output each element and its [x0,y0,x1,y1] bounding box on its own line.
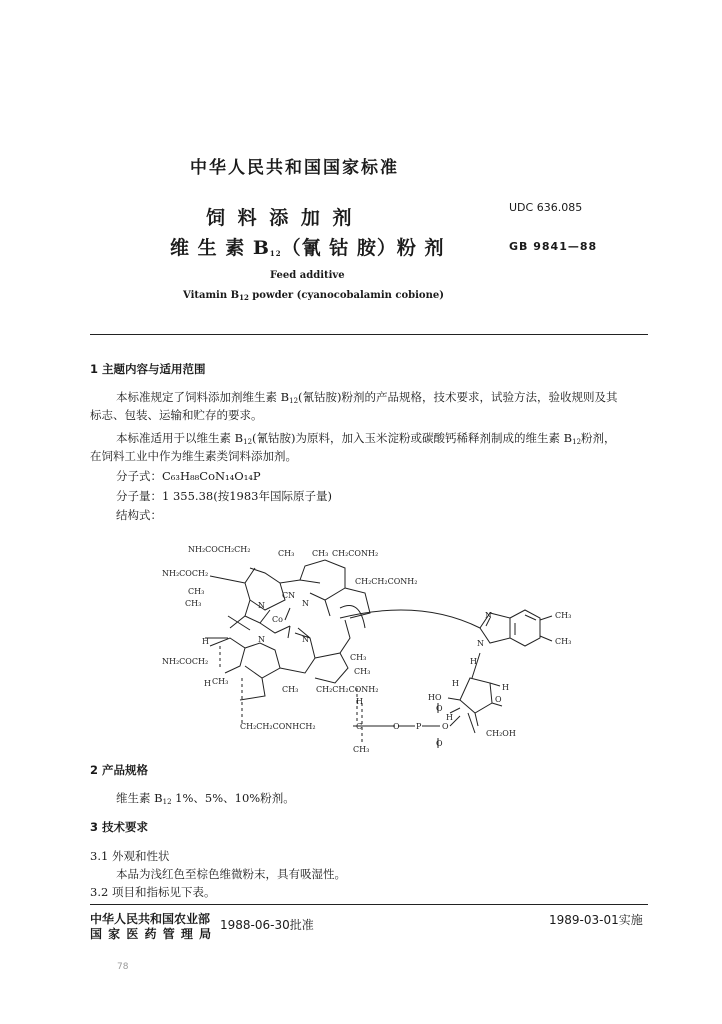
national-standard-label: 中华人民共和国国家标准 [190,158,399,178]
title-line-1: 饲 料 添 加 剂 [206,207,355,229]
label-ch3-a: CH₃ [278,549,295,558]
spec-text-a: 维生素 B [116,791,163,805]
label-nh2coch2-b: NH₂COCH₂ [162,657,209,666]
label-ch2ch2conh2-a: CH₂CH₂CONH₂ [355,577,418,586]
label-ch3-c: CH₃ [188,587,205,596]
label-o-4: O [442,722,449,731]
title-vitamin: 维 生 素 B [170,237,270,259]
spec-text-b: 1%、5%、10%粉剂。 [171,791,295,805]
p2-subscript: 12 [243,438,253,446]
label-n-2: N [302,599,309,608]
label-ch3-k: CH₃ [555,637,572,646]
p2-text-a: 本标准适用于以维生素 B [116,431,244,445]
label-h-7: H [470,657,477,666]
footer-divider [90,904,648,905]
section3-heading: 3 技术要求 [90,820,149,834]
section1-paragraph-1-cont: 标志、包装、运输和贮存的要求。 [90,408,263,422]
english-title-1: Feed additive [270,270,345,281]
p2-subscript-2: 12 [572,438,582,446]
header-divider [90,334,648,335]
p1-text-a: 本标准规定了饲料添加剂维生素 B [116,390,290,404]
label-h-2: H [204,679,211,688]
formula-label: 分子式： [116,469,162,483]
label-co: Co [272,615,283,624]
p1-subscript: 12 [289,397,299,405]
title-subscript: 12 [269,249,282,258]
title-line-2 [170,233,445,260]
ministry-agriculture: 中华人民共和国农业部 [90,912,211,926]
label-ch3-g: CH₃ [212,677,229,686]
page-number: 78 [117,962,129,972]
section1-paragraph-1 [116,388,618,406]
section3-2-heading: 3.2 项目和指标见下表。 [90,885,216,899]
label-o-3: O [436,739,443,748]
section1-paragraph-2 [116,429,616,447]
label-n-4: N [302,635,309,644]
benzimidazole-ring [340,610,552,646]
corrin-ring-bonds [205,560,370,700]
label-n-1: N [258,601,265,610]
label-o-ring: O [495,695,502,704]
label-nh2coch2-a: NH₂COCH₂ [162,569,209,578]
label-h-1: H [202,637,209,646]
p2-text-c: 粉剂， [581,431,616,445]
label-cn: CN [282,591,296,600]
label-ch3-b: CH₃ [312,549,329,558]
label-ch3-d: CH₃ [185,599,202,608]
label-ch3-e: CH₃ [350,653,367,662]
molecular-formula [116,467,261,485]
english-subscript: 12 [239,293,249,302]
spec-subscript: 12 [162,798,172,806]
label-h-5: H [452,679,459,688]
label-o-2: O [436,704,443,713]
label-o-1: O [393,722,400,731]
udc-code: UDC 636.085 [509,201,583,214]
gb-code: GB 9841—88 [509,240,598,253]
section3-1-heading: 3.1 外观和性状 [90,849,170,863]
p2-text-b: (氰钴胺)为原料，加入玉米淀粉或碳酸钙稀释剂制成的维生素 B [252,431,573,445]
label-ch3-i: CH₃ [353,745,370,754]
title-cyanocobalamin: （氰 钴 胺）粉 剂 [281,237,445,259]
section3-1-text: 本品为浅红色至棕色维微粉末，具有吸湿性。 [116,867,346,881]
label-h-3: H [356,697,363,706]
label-ch3-j: CH₃ [555,611,572,620]
product-spec [116,789,295,807]
structural-formula-diagram [150,538,590,768]
label-n-6: N [477,639,484,648]
section1-paragraph-2-cont: 在饲料工业中作为维生素类饲料添加剂。 [90,449,297,463]
label-ch2ch2conhch2: CH₂CH₂CONHCH₂ [240,722,316,731]
effective-date: 1989-03-01实施 [549,913,643,927]
approval-date: 1988-06-30批准 [220,918,314,932]
label-ch2conh2: CH₂CONH₂ [332,549,379,558]
section1-heading: 1 主题内容与适用范围 [90,362,206,376]
label-ch2ch2conh2-b: CH₂CH₂CONH₂ [316,685,379,694]
formula-value: C₆₃H₈₈CoN₁₄O₁₄P [162,469,261,483]
label-ho: HO [428,693,442,702]
english-title-2 [183,290,444,301]
p1-text-b: (氰钴胺)粉剂的产品规格，技术要求，试验方法，验收规则及其 [298,390,618,404]
english-powder: powder (cyanocobalamin cobione) [248,290,444,301]
structure-label: 结构式： [116,508,162,522]
pharmaceutical-bureau: 国 家 医 药 管 理 局 [90,927,213,941]
label-h-6: H [446,713,453,722]
section2-heading: 2 产品规格 [90,763,149,777]
molecular-weight: 分子量：1 355.38(按1983年国际原子量) [116,489,332,503]
label-n-3: N [258,635,265,644]
label-ch3-f: CH₃ [354,667,371,676]
label-ch3-h: CH₃ [282,685,299,694]
label-c: C [356,722,363,731]
label-ch2oh: CH₂OH [486,729,516,738]
label-n-5: N [485,611,492,620]
label-p: P [416,722,422,731]
english-vitamin: Vitamin B [183,290,240,301]
label-h-4: H [502,683,509,692]
label-nh2coch2ch2: NH₂COCH₂CH₂ [188,545,251,554]
